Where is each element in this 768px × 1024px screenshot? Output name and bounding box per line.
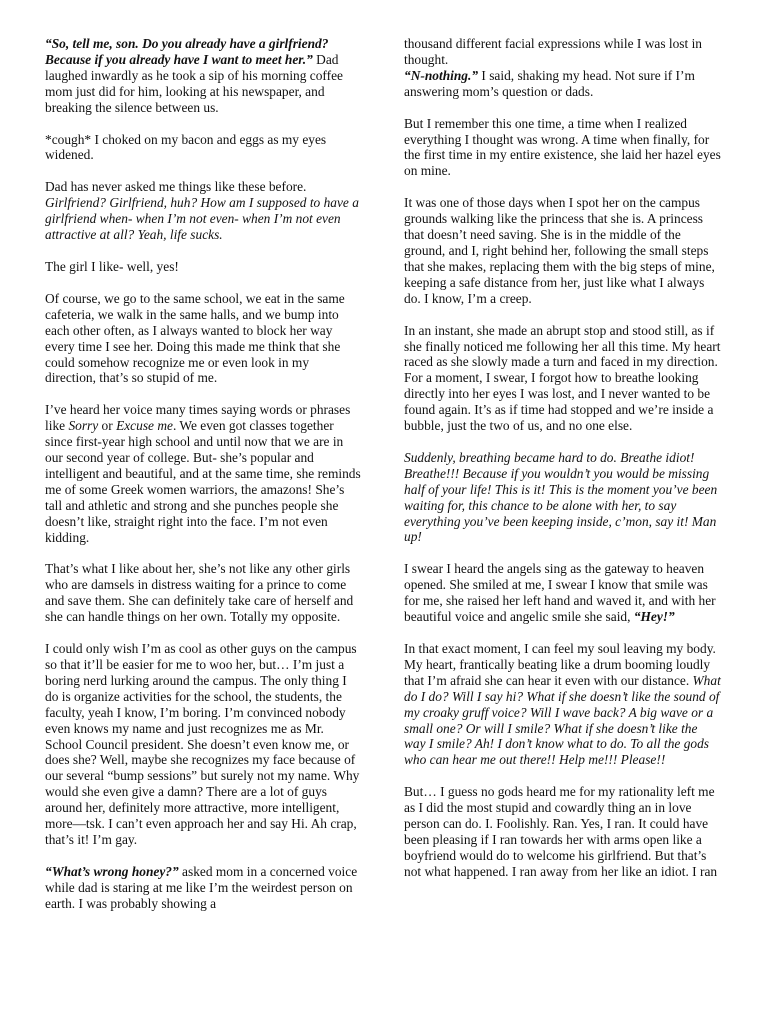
paragraph — [45, 132, 363, 164]
text-segment: I swear I heard the angels sing as the gateway to heaven opened. She smiled at me, I swear I know that smile was for me, she raised her left hand and waved it, and with her beautiful voice and angelic smile she said, — [404, 561, 716, 625]
text-segment: I said, shaking my head. Not sure if I’m answering mom’s question or dads. — [404, 67, 695, 99]
left-text-column — [45, 36, 363, 928]
paragraph — [45, 641, 363, 848]
paragraph — [404, 116, 722, 180]
right-text-column — [404, 36, 722, 896]
paragraph — [404, 641, 722, 768]
dialogue-text: “What’s wrong honey?” — [45, 863, 179, 879]
paragraph — [45, 36, 363, 116]
italic-text: Suddenly, breathing became hard to do. Breathe idiot! Breathe!!! Because if you wouldn’t you would be missing half of your life! This is it! This is the moment you’ve been waiting for, this chance to be alone with her, to say everything you’ve been keeping inside, c’mon, say it! Man up! — [404, 449, 718, 545]
text-segment: I could only wish I’m as cool as other guys on the campus so that it’ll be easier for me to woo her, but… I’m just a boring nerd lurking around the campus. The only thing I do is organize activities for the school, the students, the faculty, yeah I know, I’m boring. I’m convinced nobody even knows my name and just recognizes me as Mr. School Council president. She doesn’t even know me, or does she? Well, maybe she recognizes my face because of our several “bump sessions” but surely not my name. Why would she even give a damn? There are a lot of guys around her, definitely more attractive, more intelligent, more—tsk. I can’t even approach her and say Hi. Ah crap, that’s it! I’m gay. — [45, 641, 360, 847]
italic-text: Excuse me — [116, 418, 173, 434]
text-segment: *cough* I choked on my bacon and eggs as my eyes widened. — [45, 131, 327, 163]
text-segment: thousand different facial expressions while I was lost in thought. — [404, 36, 702, 67]
paragraph — [404, 195, 722, 306]
italic-text: Girlfriend? Girlfriend, huh? How am I supposed to have a girlfriend when- when I’m not even- when I’m not even attractive at all? Yeah, life sucks. — [45, 195, 359, 243]
text-segment: But I remember this one time, a time when I realized everything I thought was wrong. A time when finally, for the first time in my entire existence, she laid her hazel eyes on mine. — [404, 115, 721, 179]
paragraph — [45, 179, 363, 243]
dialogue-text: “So, tell me, son. Do you already have a girlfriend? Because if you already have I want to meet her.” — [45, 36, 329, 67]
paragraph — [45, 402, 363, 545]
paragraph — [45, 561, 363, 625]
text-segment: It was one of those days when I spot her on the campus grounds walking like the princess that she is. A princess that doesn’t need saving. She is in the middle of the ground, and I, right behind her, following the small steps that she makes, replacing them with the big steps of mine, keeping a safe distance from her, just like what I always do. I know, I’m a creep. — [404, 195, 715, 306]
paragraph — [404, 36, 722, 100]
dialogue-text: “N-nothing.” — [404, 67, 479, 83]
text-segment: Of course, we go to the same school, we eat in the same cafeteria, we walk in the same halls, and we bump into each other often, as I always wanted to block her way every time I see her. Doing this made me think that she could somehow recognize me or even look in my direction, that’s so stupid of me. — [45, 290, 345, 386]
paragraph — [404, 323, 722, 434]
paragraph — [45, 259, 363, 275]
text-segment: That’s what I like about her, she’s not like any other girls who are damsels in distress waiting for a prince to come and save them. She can definitely take care of herself and she can handle things on her own. Totally my opposite. — [45, 561, 354, 625]
text-segment: The girl I like- well, yes! — [45, 258, 179, 274]
text-segment: or — [98, 418, 117, 434]
dialogue-text: “Hey!” — [633, 609, 675, 625]
text-segment: Dad laughed inwardly as he took a sip of his morning coffee mom just did for him, looking at his newspaper, and breaking the silence between us. — [45, 51, 343, 115]
paragraph — [404, 561, 722, 625]
text-segment: In that exact moment, I can feel my soul leaving my body. My heart, frantically beating like a drum booming loudly that I’m afraid she can hear it even with our distance. — [404, 641, 716, 688]
text-segment: Dad has never asked me things like these before. — [45, 179, 307, 195]
paragraph — [404, 784, 722, 879]
text-segment: In an instant, she made an abrupt stop and stood still, as if she finally noticed me following her all this time. My heart raced as she slowly made a turn and faced in my direction. For a moment, I swear, I forgot how to breathe looking directly into her eyes I was lost, and I never wanted to be found again. It’s as if time had stopped and we’re inside a bubble, just the two of us, and no one else. — [404, 322, 721, 434]
paragraph — [45, 291, 363, 386]
paragraph — [45, 864, 363, 912]
italic-text: What do I do? Will I say hi? What if she doesn’t like the sound of my croaky gruff voice? Will I wave back? A big wave or a small one? Or will I smile? What if she doesn’t like the way I smile? Ah! I don’t know what to do. To all the gods who can hear me out there!! Help me!!! Please!! — [404, 672, 721, 768]
text-segment: asked mom in a concerned voice while dad is staring at me like I’m the weirdest person on earth. I was probably showing a — [45, 863, 358, 911]
text-segment: . We even got classes together since first-year high school and until now that we are in our second year of college. But- she’s popular and intelligent and beautiful, and at the same time, she reminds me of some Greek women warriors, the amazons! She’s tall and athletic and strong and she punches people she doesn’t like, straight right into the face. I’m not even kidding. — [45, 418, 361, 545]
text-segment: But… I guess no gods heard me for my rationality left me as I did the most stupid and cowardly thing an in love person can do. I. Foolishly. Ran. Yes, I ran. It could have been pleasing if I ran towards her with arms open like a boyfriend would do to welcome his girlfriend. But that’s not what happened. I ran away from her like an idiot. I ran — [404, 784, 718, 879]
text-segment: I’ve heard her voice many times saying words or phrases like — [45, 402, 351, 434]
paragraph — [404, 450, 722, 545]
italic-text: Sorry — [68, 418, 99, 434]
